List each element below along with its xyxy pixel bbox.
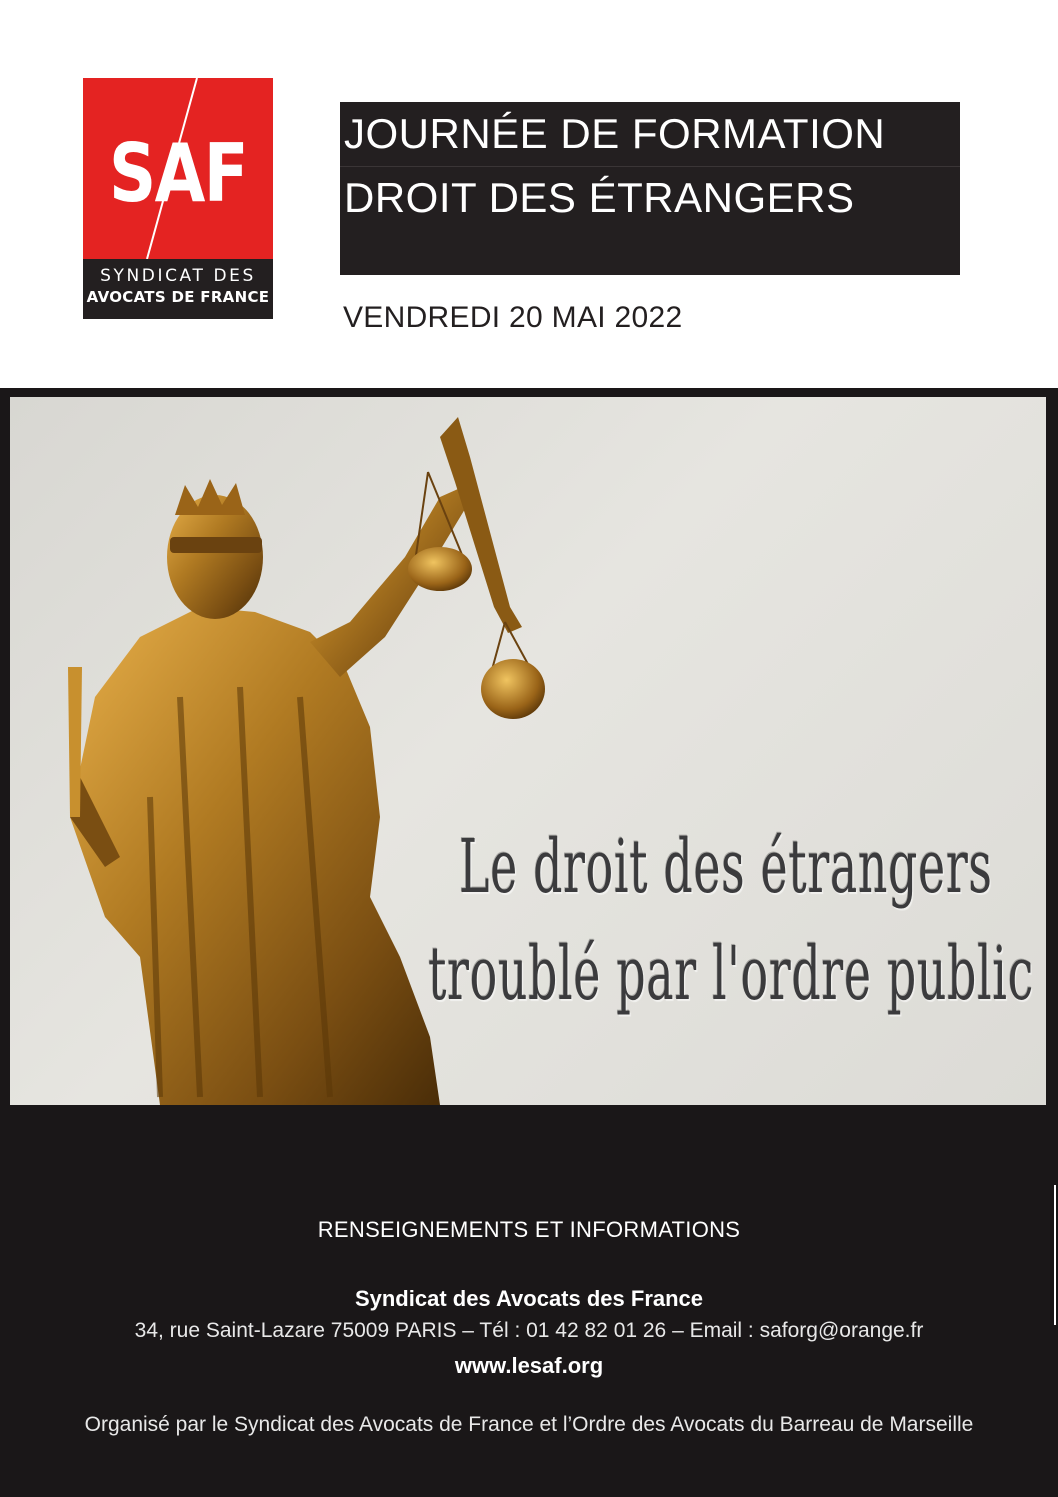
- title-divider: [340, 166, 960, 167]
- logo-caption-line2: AVOCATS DE FRANCE: [86, 288, 270, 306]
- title-line-1: JOURNÉE DE FORMATION: [344, 110, 886, 157]
- logo-caption-line1: SYNDICAT DES: [100, 266, 256, 286]
- website-link[interactable]: www.lesaf.org: [454, 1353, 604, 1378]
- event-date: VENDREDI 20 MAI 2022: [343, 301, 683, 334]
- organizers-note: Organisé par le Syndicat des Avocats de France et l’Ordre des Avocats du Barreau de Marseille: [84, 1413, 974, 1436]
- slogan-line-1: Le droit des étrangers: [459, 824, 993, 910]
- poster-image: [10, 397, 1046, 1105]
- saf-logo: [83, 78, 273, 319]
- edge-mark: [1054, 1185, 1056, 1325]
- slogan-line-2: troublé par l'ordre public: [428, 931, 1034, 1017]
- logo-caption: [83, 259, 273, 319]
- info-heading: RENSEIGNEMENTS ET INFORMATIONS: [317, 1217, 741, 1242]
- title-line-2: DROIT DES ÉTRANGERS: [344, 174, 855, 221]
- title-banner: [340, 102, 960, 275]
- logo-acronym: SAF: [109, 127, 247, 220]
- footer-info: [0, 1105, 1058, 1497]
- organization-name: Syndicat des Avocats des France: [354, 1286, 704, 1311]
- contact-address: 34, rue Saint-Lazare 75009 PARIS – Tél : 01 42 82 01 26 – Email : saforg@orange.fr: [134, 1319, 924, 1342]
